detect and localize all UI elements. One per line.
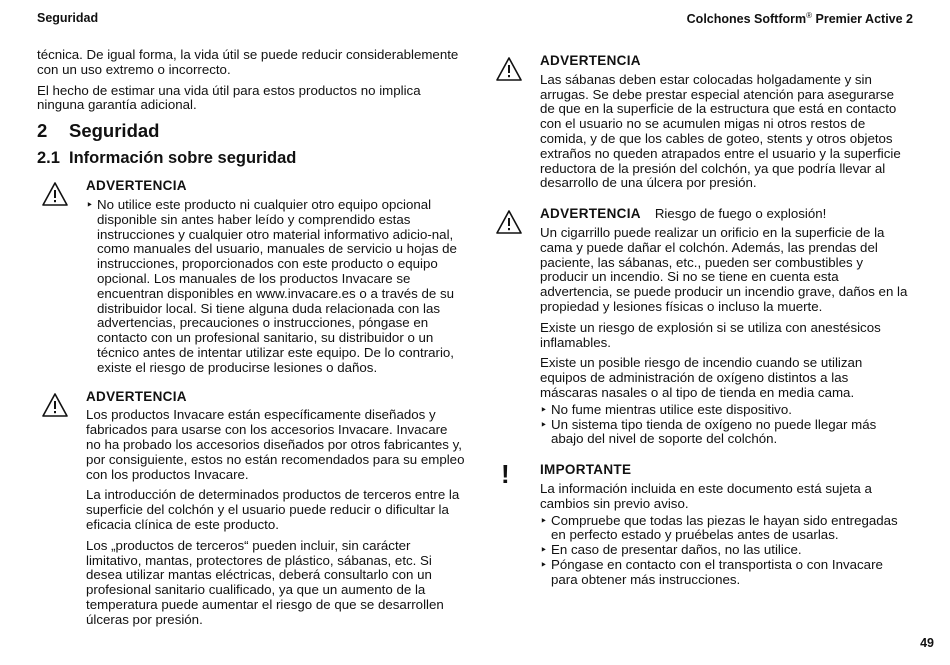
warning-title (540, 207, 909, 222)
warning-block (491, 207, 909, 447)
important-bullets (540, 514, 909, 588)
left-column (37, 48, 465, 638)
warning-bullets (540, 403, 909, 447)
warning-title-text: ADVERTENCIA (540, 206, 641, 222)
warning-subtitle: Riesgo de fuego o explosión! (654, 206, 827, 222)
warning-paragraph: Un cigarrillo puede realizar un orificio en la superficie de la cama y puede dañar el colchón. Además, las prendas del paciente, las sábanas, etc., pueden ser combustibles y producir un incendio. Si no se tiene en cuenta esta advertencia, se puede producir un incendio grave, daños en la propiedad y lesiones físicas o incluso la muerte. (540, 224, 908, 314)
right-column (491, 54, 909, 598)
section-number: 2 (37, 120, 48, 142)
running-header-right (687, 11, 913, 26)
running-header-left: Seguridad (37, 11, 99, 25)
bullet-item: ‣ No utilice este producto ni cualquier otro equipo opcional disponible sin antes haber leído y comprendido estas instrucciones y cualquier otro material informativo adicio-nal, como manuales del usuario, manuales de servicio u hojas de instrucciones, proporcionados con este producto o equipo opcional. Los manuales de los productos Invacare se encuentran disponibles en www.invacare.es o a través de su distribuidor local. Si tiene alguna duda relacionada con las advertencias, precauciones o instrucciones, póngase en contacto con un profesional sanitario, su distribuidor o un técnico antes de intentar utilizar este equipo. De lo contrario, existe el riesgo de producirse lesiones o daños. (86, 198, 465, 376)
warning-paragraph: La introducción de determinados productos de terceros entre la superficie del colchón y el usuario puede reducir o dificultar la eficacia clínica de este producto. (86, 487, 460, 532)
header-title: Colchones Softform (686, 12, 807, 27)
subsection-title: Información sobre seguridad (69, 149, 297, 168)
bullet-item: ‣ Un sistema tipo tienda de oxígeno no puede llegar más abajo del nivel de soporte del colchón. (540, 418, 909, 448)
section-heading (37, 121, 465, 141)
subsection-number: 2.1 (37, 149, 60, 168)
exclamation-icon: ! (501, 459, 510, 490)
header-title-tail: Premier Active 2 (812, 12, 913, 27)
important-paragraph: La información incluida en este documento está sujeta a cambios sin previo aviso. (540, 480, 872, 511)
warning-block (37, 390, 465, 628)
intro-paragraph: El hecho de estimar una vida útil para estos productos no implica ninguna garantía adicional. (37, 82, 421, 113)
bullet-item: ‣ No fume mientras utilice este dispositivo. (540, 403, 909, 418)
warning-paragraph: Los productos Invacare están específicamente diseñados y fabricados para usarse con los accesorios Invacare. Invacare no ha probado los accesorios diseñados por otros fabricantes y, por consiguiente, estos no están recomendados para su empleo con los productos Invacare. (86, 407, 465, 482)
subsection-heading (37, 149, 465, 167)
warning-bullets (86, 198, 465, 376)
warning-triangle-icon (495, 209, 523, 235)
warning-triangle-icon (495, 56, 523, 82)
warning-triangle-icon (41, 181, 69, 207)
warning-paragraph: Las sábanas deben estar colocadas holgadamente y sin arrugas. Se debe prestar especial atención para asegurarse de que en la superficie de la estructura que está en contacto con el usuario no se acumulen migas ni otros restos de comida, y de que los cables de goteo, stents y otros objetos extraños no queden atrapados entre el usuario y la superficie reductora de la presión del colchón, ya que podría llevar al desarrollo de una úlcera por presión. (540, 71, 901, 191)
bullet-item: ‣ Póngase en contacto con el transportista o con Invacare para obtener más instrucciones. (540, 558, 909, 588)
important-block (491, 459, 909, 587)
warning-paragraph: Existe un posible riesgo de incendio cuando se utilizan equipos de administración de oxígeno distintos a las máscaras nasales o al tipo de tienda en media cama. (540, 355, 863, 400)
warning-block (37, 179, 465, 375)
warning-title: ADVERTENCIA (540, 53, 641, 68)
intro-paragraph: técnica. De igual forma, la vida útil se puede reducir considerablemente con un uso extremo o incorrecto. (37, 47, 459, 77)
important-title: IMPORTANTE (540, 462, 632, 478)
registered-mark: ® (806, 11, 813, 20)
warning-block (491, 54, 909, 191)
bullet-item: ‣ En caso de presentar daños, no las utilice. (540, 543, 909, 558)
section-title: Seguridad (69, 120, 160, 142)
warning-paragraph: Existe un riesgo de explosión si se utiliza con anestésicos inflamables. (540, 319, 881, 350)
bullet-item: ‣ Compruebe que todas las piezas le hayan sido entregadas en perfecto estado y pruébelas antes de usarlas. (540, 514, 909, 544)
warning-paragraph: Los „productos de terceros“ pueden incluir, sin carácter limitativo, mantas, protectores de plástico, sábanas, etc. Si desea utilizar mantas eléctricas, deberá consultarlo con un profesional sanitario cualificado, ya que un aumento de la temperatura puede aumentar el riesgo de que se desarrollen úlceras por presión. (86, 537, 444, 627)
warning-title: ADVERTENCIA (86, 388, 187, 404)
page-number: 49 (920, 636, 934, 650)
warning-triangle-icon (41, 392, 69, 418)
warning-title: ADVERTENCIA (86, 178, 187, 194)
